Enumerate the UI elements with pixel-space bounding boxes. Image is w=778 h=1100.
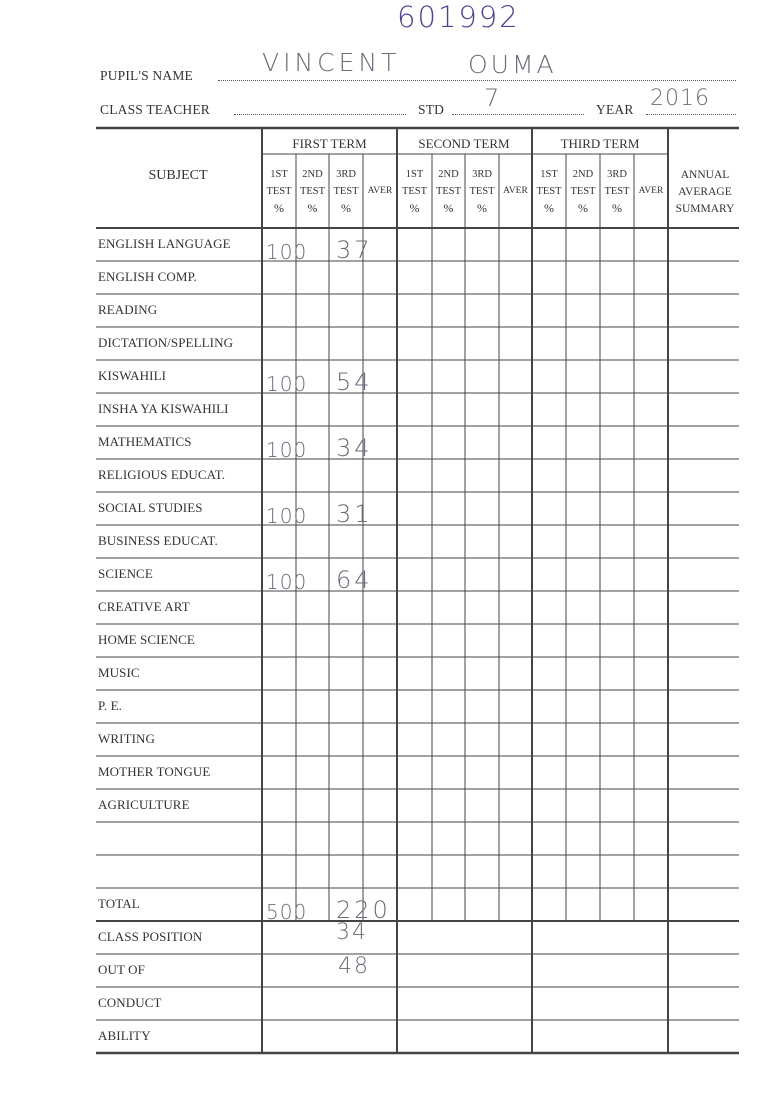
test-subheader-line <box>363 217 397 234</box>
annual-header-line3: SUMMARY <box>675 203 735 215</box>
subject-label: INSHA YA KISWAHILI <box>98 401 229 416</box>
handwritten-score[interactable]: 31 <box>336 500 373 528</box>
pupil-first-name[interactable]: VINCENT <box>262 48 401 77</box>
subject-label: SOCIAL STUDIES <box>98 500 203 515</box>
handwritten-score[interactable]: 34 <box>336 434 373 462</box>
subject-label: KISWAHILI <box>98 368 167 383</box>
test-subheader <box>363 183 397 234</box>
handwritten-out-of[interactable]: 100 <box>266 372 308 396</box>
test-subheader-line: 3RD <box>336 169 356 180</box>
subject-label: MUSIC <box>98 665 140 680</box>
subject-label: READING <box>98 302 158 317</box>
test-subheader-line: 2ND <box>572 169 594 180</box>
subject-label: CREATIVE ART <box>98 599 190 614</box>
test-subheader-line <box>634 200 668 217</box>
test-subheader-line: % <box>544 201 554 215</box>
test-subheader-line: 2ND <box>302 169 323 180</box>
footer-label: CLASS POSITION <box>98 929 203 944</box>
handwritten-out-of[interactable]: 100 <box>266 438 308 462</box>
test-subheader-line <box>499 200 532 217</box>
test-subheader-line: AVER <box>503 186 528 196</box>
test-subheader-line: TEST <box>401 186 428 197</box>
test-subheader-line: TEST <box>469 186 495 197</box>
test-subheader-line: TEST <box>266 186 292 197</box>
subject-label: BUSINESS EDUCAT. <box>98 533 218 548</box>
subject-label: MATHEMATICS <box>98 434 192 449</box>
handwritten-score[interactable]: 64 <box>336 566 373 594</box>
subject-label: MOTHER TONGUE <box>98 764 211 779</box>
subject-label: SCIENCE <box>98 566 153 581</box>
test-subheader <box>465 166 499 217</box>
handwritten-score[interactable]: 54 <box>336 368 373 396</box>
subject-label: WRITING <box>98 731 156 746</box>
class-position-value[interactable]: 34 <box>336 920 368 945</box>
year-value[interactable]: 2016 <box>650 86 710 111</box>
term-header-second: SECOND TERM <box>418 136 510 151</box>
test-subheader <box>296 166 329 217</box>
pupil-last-name[interactable]: OUMA <box>468 50 557 79</box>
test-subheader-line <box>363 200 397 217</box>
test-subheader-line: TEST <box>570 186 596 197</box>
subject-label: RELIGIOUS EDUCAT. <box>98 467 226 482</box>
annual-average-summary-header <box>669 167 741 218</box>
term-header-third: THIRD TERM <box>560 136 640 151</box>
test-subheader <box>566 166 600 217</box>
test-subheader-line: 2ND <box>438 169 459 180</box>
test-subheader-line: 3RD <box>607 169 627 180</box>
test-subheader <box>432 166 465 217</box>
test-subheader <box>329 166 363 217</box>
test-subheader-line: 1ST <box>405 169 424 180</box>
handwritten-score[interactable]: 37 <box>336 236 373 264</box>
footer-label: CONDUCT <box>98 995 162 1010</box>
test-subheader-line: TEST <box>435 186 462 197</box>
test-subheader-line: AVER <box>367 186 393 196</box>
test-subheader-line: 1ST <box>270 169 288 180</box>
year-label: YEAR <box>596 102 634 117</box>
subject-label: ENGLISH LANGUAGE <box>98 236 231 251</box>
handwritten-out-of[interactable]: 100 <box>266 570 308 594</box>
test-subheader-line <box>499 217 532 234</box>
test-subheader-line: % <box>477 201 487 215</box>
pupil-name-label: PUPIL'S NAME <box>100 68 193 83</box>
test-subheader-line: % <box>409 201 420 215</box>
out-of-value[interactable]: 48 <box>338 954 370 979</box>
test-subheader-line: TEST <box>604 186 630 197</box>
footer-label: ABILITY <box>98 1028 151 1043</box>
test-subheader <box>397 166 432 217</box>
subject-label: AGRICULTURE <box>98 797 190 812</box>
term-header-first: FIRST TERM <box>292 136 367 151</box>
subject-label: TOTAL <box>98 896 140 911</box>
subject-label: HOME SCIENCE <box>98 632 195 647</box>
test-subheader-line: % <box>341 201 351 215</box>
test-subheader-line: TEST <box>299 186 326 197</box>
test-subheader-line: % <box>578 201 588 215</box>
test-subheader-line: TEST <box>333 186 359 197</box>
std-value[interactable]: 7 <box>484 84 500 112</box>
handwritten-out-of[interactable]: 100 <box>266 504 308 528</box>
annual-header-line1: ANNUAL <box>680 169 730 181</box>
test-subheader-line: % <box>307 201 318 215</box>
test-subheader-line: 3RD <box>472 169 492 180</box>
handwritten-number: 601992 <box>397 0 520 34</box>
test-subheader <box>499 183 532 234</box>
test-subheader <box>532 166 566 217</box>
test-subheader-line: TEST <box>536 186 562 197</box>
class-teacher-label: CLASS TEACHER <box>100 102 210 117</box>
test-subheader-line: AVER <box>638 186 664 196</box>
test-subheader-line: 1ST <box>540 169 558 180</box>
handwritten-score[interactable]: 220 <box>336 896 391 924</box>
test-subheader-line <box>634 217 668 234</box>
test-subheader <box>262 166 296 217</box>
test-subheader-line: % <box>274 201 284 215</box>
footer-label: OUT OF <box>98 962 145 977</box>
subject-header: SUBJECT <box>148 168 208 183</box>
test-subheader <box>600 166 634 217</box>
handwritten-out-of[interactable]: 100 <box>266 240 308 264</box>
annual-header-line2: AVERAGE <box>678 186 732 198</box>
subject-label: P. E. <box>98 698 122 713</box>
test-subheader-line: % <box>612 201 622 215</box>
std-label: STD <box>418 102 445 117</box>
subject-label: ENGLISH COMP. <box>98 269 197 284</box>
test-subheader-line: % <box>443 201 454 215</box>
handwritten-out-of[interactable]: 500 <box>266 900 308 924</box>
subject-label: DICTATION/SPELLING <box>98 335 234 350</box>
test-subheader <box>634 183 668 234</box>
